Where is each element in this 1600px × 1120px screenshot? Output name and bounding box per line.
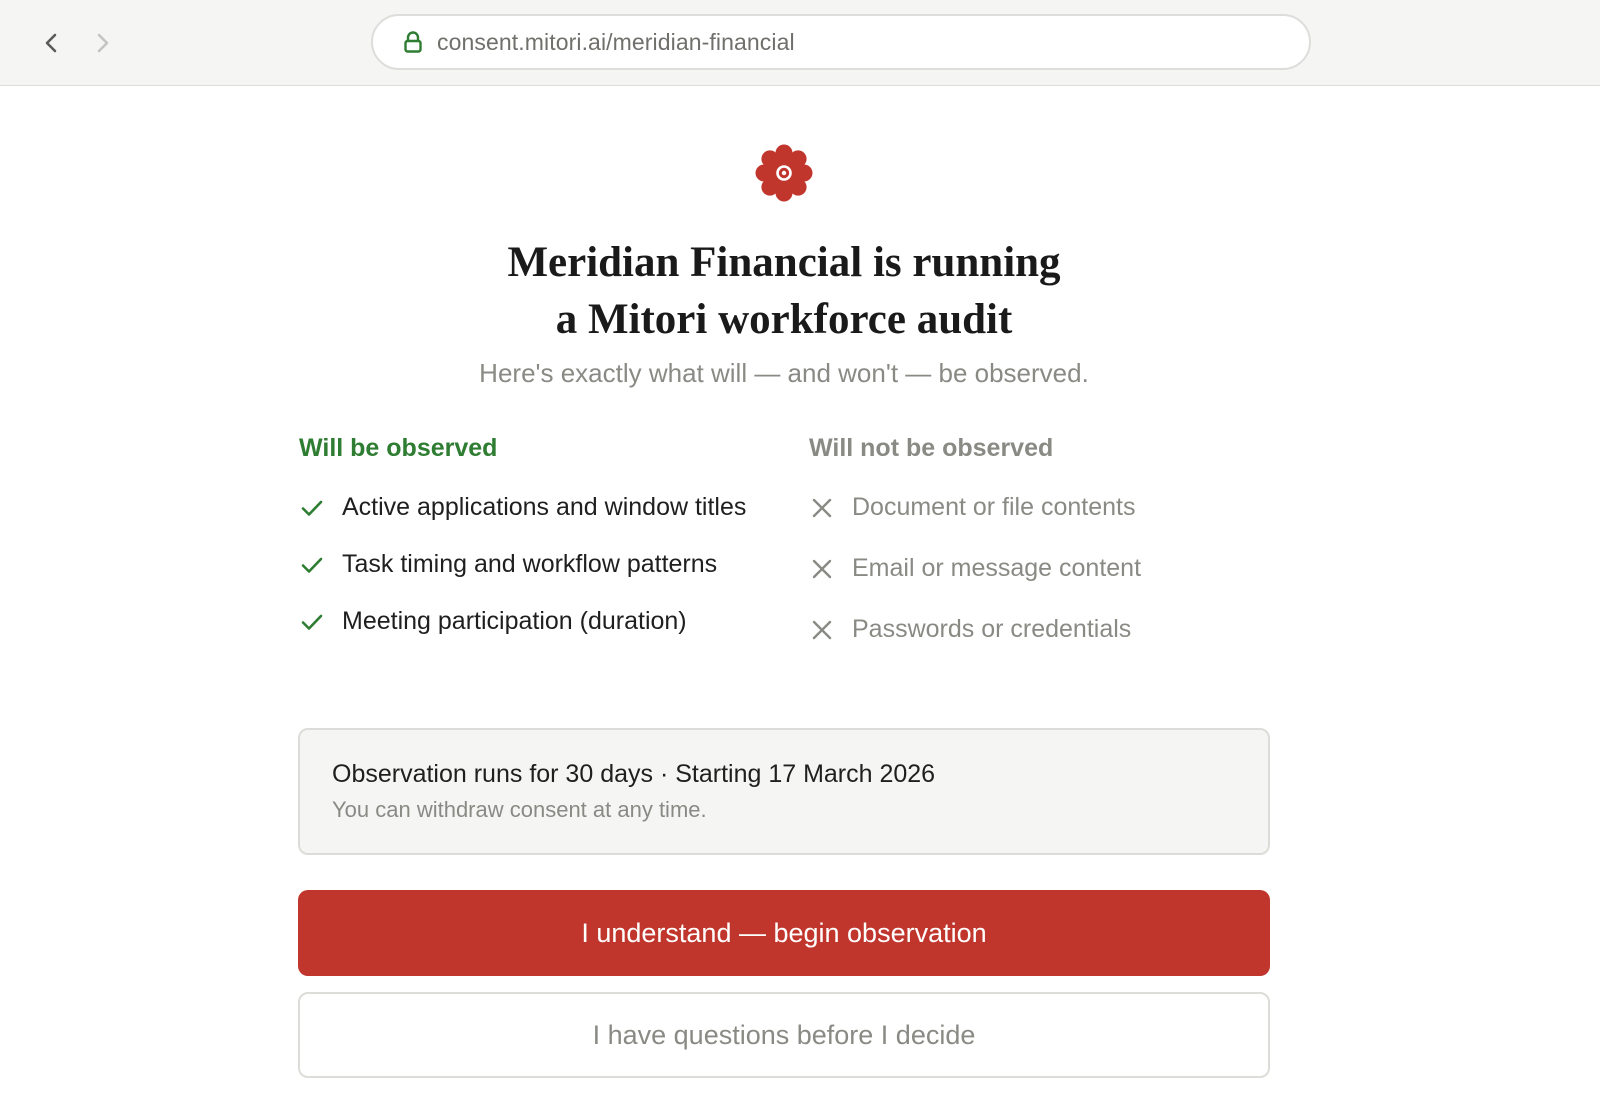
check-icon xyxy=(299,611,325,633)
back-button[interactable] xyxy=(36,28,66,58)
chevron-right-icon xyxy=(95,31,111,55)
check-icon xyxy=(299,497,325,519)
url-text: consent.mitori.ai/meridian-financial xyxy=(437,28,795,55)
observed-item-label: Active applications and window titles xyxy=(342,493,747,521)
not-observed-item xyxy=(809,549,1289,588)
observed-item xyxy=(299,545,779,584)
not-observed-heading: Will not be observed xyxy=(809,434,1054,462)
forward-button[interactable] xyxy=(88,28,118,58)
observed-item xyxy=(299,488,779,527)
not-observed-item-label: Email or message content xyxy=(852,554,1142,582)
title-line-1: Meridian Financial is running xyxy=(507,239,1061,286)
begin-observation-button[interactable]: I understand — begin observation xyxy=(298,890,1270,976)
consent-page xyxy=(0,86,1600,1120)
x-icon xyxy=(809,619,835,641)
page-subtitle: Here's exactly what will — and won't — be observed. xyxy=(479,358,1089,388)
not-observed-list xyxy=(809,430,1289,671)
browser-toolbar xyxy=(0,0,1600,86)
not-observed-item xyxy=(809,610,1289,649)
title-line-2: a Mitori workforce audit xyxy=(555,296,1013,343)
observed-item-label: Task timing and workflow patterns xyxy=(342,550,718,578)
page-title xyxy=(384,234,1184,348)
not-observed-item-label: Document or file contents xyxy=(852,493,1136,521)
observation-info-box xyxy=(298,728,1270,855)
observed-item-label: Meeting participation (duration) xyxy=(342,607,687,635)
not-observed-item-label: Passwords or credentials xyxy=(852,615,1132,643)
chevron-left-icon xyxy=(43,31,59,55)
observed-heading: Will be observed xyxy=(299,434,498,462)
withdraw-note: You can withdraw consent at any time. xyxy=(332,797,707,822)
address-bar[interactable] xyxy=(371,14,1311,70)
have-questions-button[interactable]: I have questions before I decide xyxy=(298,992,1270,1078)
observed-item xyxy=(299,602,779,641)
check-icon xyxy=(299,554,325,576)
x-icon xyxy=(809,497,835,519)
x-icon xyxy=(809,558,835,580)
not-observed-item xyxy=(809,488,1289,527)
observation-period: Observation runs for 30 days · Starting 17 March 2026 xyxy=(332,760,936,788)
observed-list xyxy=(299,430,779,659)
mitori-flower-logo-icon xyxy=(753,142,815,204)
lock-icon xyxy=(403,31,423,53)
